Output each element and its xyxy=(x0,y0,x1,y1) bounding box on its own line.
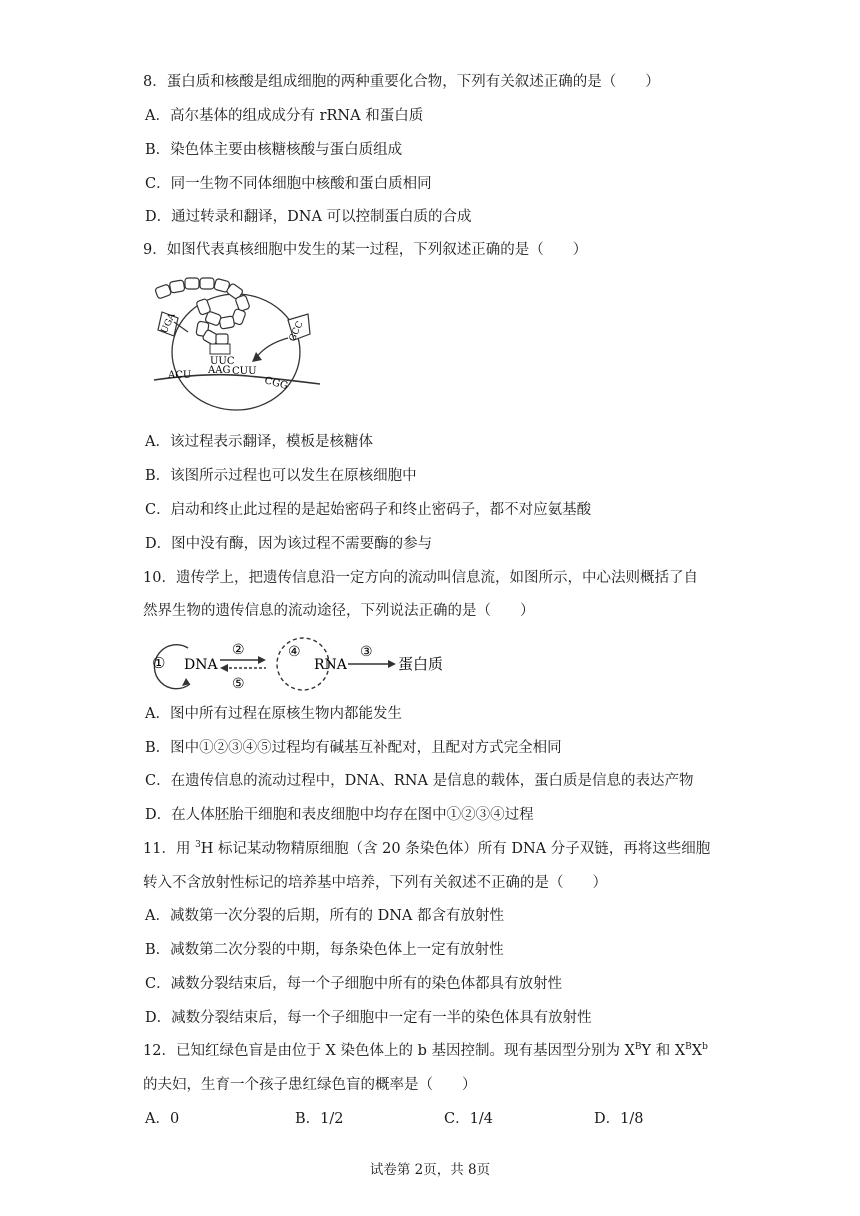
label-dna: DNA xyxy=(184,657,218,673)
q11-option-d: D．减数分裂结束后，每一个子细胞中一定有一半的染色体具有放射性 xyxy=(145,1010,592,1026)
label-3: ③ xyxy=(360,644,373,660)
q10-option-c: C．在遗传信息的流动过程中，DNA、RNA 是信息的载体，蛋白质是信息的表达产物 xyxy=(145,773,694,789)
q9-option-b: B．该图所示过程也可以发生在原核细胞中 xyxy=(145,468,417,484)
codon-acu: ACU xyxy=(168,370,192,381)
polypeptide-chain xyxy=(155,278,250,346)
page-footer: 试卷第 2页，共 8页 xyxy=(369,1162,491,1178)
q12-option-d: D．1/8 xyxy=(594,1111,644,1127)
q9-option-a: A．该过程表示翻译，模板是核糖体 xyxy=(145,434,373,450)
anticodon-uuc: UUC xyxy=(210,356,235,367)
central-dogma-diagram xyxy=(148,634,458,694)
label-5: ⑤ xyxy=(232,676,245,692)
q10-option-a: A．图中所有过程在原核生物内都能发生 xyxy=(145,706,402,722)
q9-option-d: D．图中没有酶，因为该过程不需要酶的参与 xyxy=(145,536,433,552)
q9-stem: 9．如图代表真核细胞中发生的某一过程，下列叙述正确的是（ ） xyxy=(143,242,588,258)
q8-option-a: A．高尔基体的组成成分有 rRNA 和蛋白质 xyxy=(145,108,424,124)
q8-stem: 8．蛋白质和核酸是组成细胞的两种重要化合物，下列有关叙述正确的是（ ） xyxy=(143,74,660,90)
q12-stem-line1: 12．已知红绿色盲是由位于 X 染色体上的 b 基因控制。现有基因型分别为 $X^BY$ 和 $X^BX^b$ xyxy=(143,1042,708,1059)
label-protein: 蛋白质 xyxy=(398,655,444,673)
q12-option-c: C．1/4 xyxy=(444,1111,493,1127)
q11-stem-line2: 转入不含放射性标记的培养基中培养，下列有关叙述不正确的是（ ） xyxy=(143,875,607,891)
label-rna: RNA xyxy=(314,657,347,673)
q12-stem-line2: 的夫妇，生育一个孩子患红绿色盲的概率是（ ） xyxy=(143,1077,477,1093)
q8-option-c: C．同一生物不同体细胞中核酸和蛋白质相同 xyxy=(145,176,432,192)
label-1: ① xyxy=(152,654,166,672)
q10-option-b: B．图中①②③④⑤过程均有碱基互补配对，且配对方式完全相同 xyxy=(145,740,562,756)
q11-option-a: A．减数第一次分裂的后期，所有的 DNA 都含有放射性 xyxy=(145,908,504,924)
q9-option-c: C．启动和终止此过程的是起始密码子和终止密码子，都不对应氨基酸 xyxy=(145,502,592,518)
q10-option-d: D．在人体胚胎干细胞和表皮细胞中均存在图中①②③④过程 xyxy=(145,807,534,823)
q12-option-a: A．0 xyxy=(145,1111,180,1127)
codon-cgg: CGG xyxy=(263,375,289,393)
q12-option-b: B．1/2 xyxy=(295,1111,344,1127)
label-2: ② xyxy=(232,642,245,658)
q11-option-b: B．减数第二次分裂的中期，每条染色体上一定有放射性 xyxy=(145,942,504,958)
q10-stem-line1: 10．遗传学上，把遗传信息沿一定方向的流动叫信息流，如图所示，中心法则概括了自 xyxy=(143,570,698,586)
q8-option-d: D．通过转录和翻译，DNA 可以控制蛋白质的合成 xyxy=(145,209,472,225)
anticodon-left: UGA xyxy=(159,311,178,336)
codon-aag: AAG xyxy=(208,365,231,376)
q11-stem-line1: 11．用 $^3$H 标记某动物精原细胞（含 20 条染色体）所有 DNA 分子双链，再将这些细胞 xyxy=(143,840,711,857)
q10-stem-line2: 然界生物的遗传信息的流动途径，下列说法正确的是（ ） xyxy=(143,603,535,619)
anticodon-right: GCC xyxy=(287,320,306,344)
incoming-arrow xyxy=(256,338,288,358)
q8-option-b: B．染色体主要由核糖核酸与蛋白质组成 xyxy=(145,142,403,158)
q11-option-c: C．减数分裂结束后，每一个子细胞中所有的染色体都具有放射性 xyxy=(145,976,563,992)
codon-cuu: CUU xyxy=(232,366,257,377)
label-4: ④ xyxy=(288,644,301,660)
translation-diagram xyxy=(148,272,324,412)
